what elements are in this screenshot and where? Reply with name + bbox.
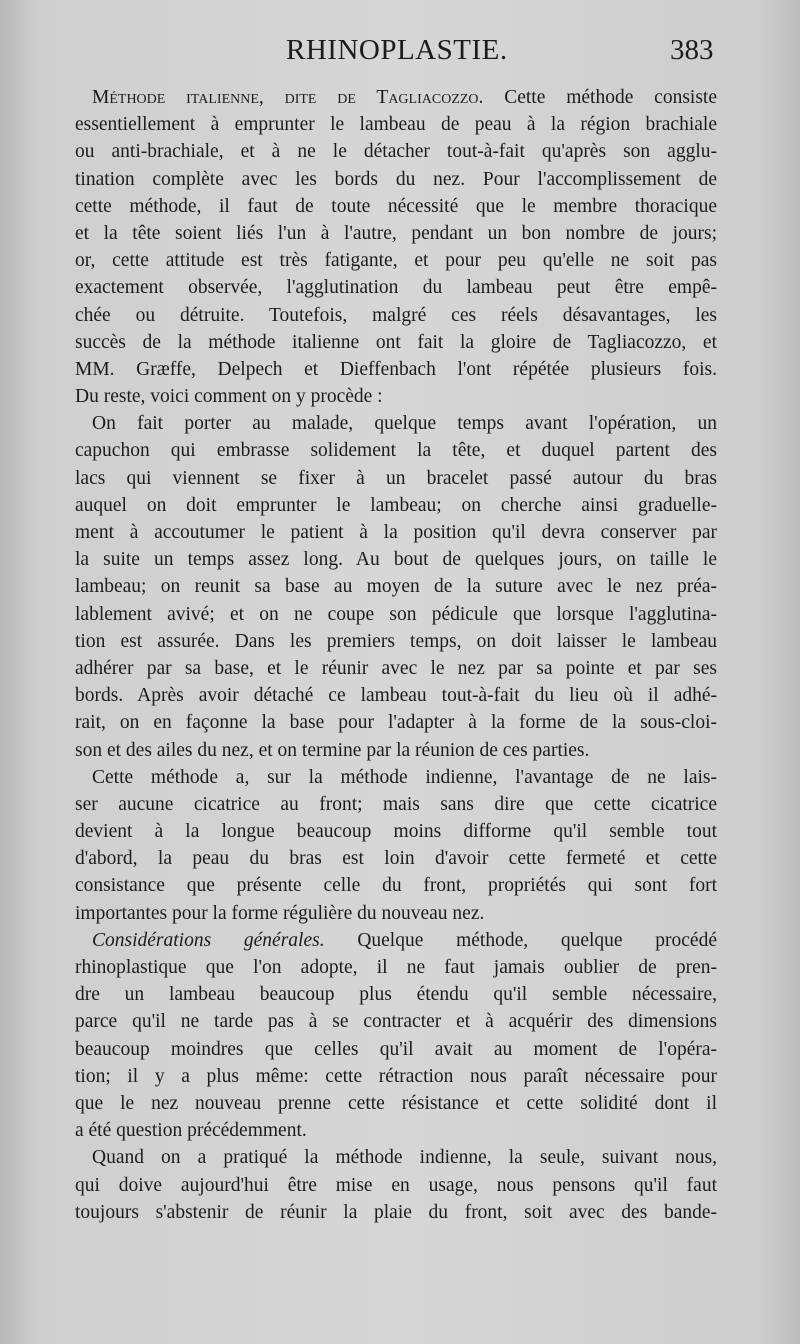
text-line: tion; il y a plus même: cette rétraction nous paraît nécessaire pour: [75, 1065, 717, 1087]
text-line: exactement observée, l'agglutination du lambeau peut être empê-: [75, 277, 717, 299]
paragraph-methode-indienne: [75, 1144, 717, 1226]
text-line: son et des ailes du nez, et on termine par la réunion de ces parties.: [75, 739, 590, 761]
text-line: Quand on a pratiqué la méthode indienne, la seule, suivant nous,: [92, 1147, 717, 1169]
text-line: MM. Græffe, Delpech et Dieffenbach l'ont répétée plusieurs fois.: [75, 358, 717, 380]
text-line: or, cette attitude est très fatigante, et pour peu qu'elle ne soit pas: [75, 250, 717, 272]
page-number: 383: [670, 34, 714, 66]
text-line: cette méthode, il faut de toute nécessité que le membre thoracique: [75, 195, 717, 217]
text-line: bords. Après avoir détaché ce lambeau tout-à-fait du lieu où il adhé-: [75, 685, 717, 707]
text-line: la suite un temps assez long. Au bout de quelques jours, on taille le: [75, 549, 717, 571]
text-line: rhinoplastique que l'on adopte, il ne faut jamais oublier de pren-: [75, 957, 717, 978]
paragraph-procedure: [75, 410, 717, 763]
text-line: capuchon qui embrasse solidement la tête, et duquel partent des: [75, 440, 717, 462]
running-title: RHINOPLASTIE.: [286, 34, 508, 66]
paragraph-considerations: [75, 927, 717, 1145]
text-line: essentiellement à emprunter le lambeau de peau à la région brachiale: [75, 114, 717, 136]
text-line: ou anti-brachiale, et à ne le détacher tout-à-fait qu'après son agglu-: [75, 141, 717, 163]
text-line: a été question précédemment.: [75, 1120, 307, 1142]
text-line: Du reste, voici comment on y procède :: [75, 386, 383, 408]
text-line: que le nez nouveau prenne cette résistance et cette solidité dont il: [75, 1092, 717, 1114]
text-line: auquel on doit emprunter le lambeau; on cherche ainsi graduelle-: [75, 494, 717, 516]
text-line: d'abord, la peau du bras est loin d'avoir cette fermeté et cette: [75, 848, 717, 870]
text-line: toujours s'abstenir de réunir la plaie du front, soit avec des bande-: [75, 1201, 717, 1223]
text-line: ser aucune cicatrice au front; mais sans dire que cette cicatrice: [75, 793, 717, 815]
section-heading: Méthode italienne, dite de Tagliacozzo.: [92, 87, 484, 108]
text-line: ment à accoutumer le patient à la position qu'il devra conserver par: [75, 522, 717, 543]
text-line: succès de la méthode italienne ont fait la gloire de Tagliacozzo, et: [75, 331, 717, 353]
text-line: consistance que présente celle du front, propriétés qui sont fort: [75, 875, 717, 897]
paragraph-methode-italienne: [75, 84, 717, 410]
text-line: rait, on en façonne la base pour l'adapter à la forme de la sous-cloi-: [75, 712, 717, 734]
text-line: beaucoup moindres que celles qu'il avait au moment de l'opéra-: [75, 1038, 717, 1060]
page-header: [0, 34, 800, 74]
text-line: devient à la longue beaucoup moins difforme qu'il semble tout: [75, 821, 717, 843]
text-line: Méthode italienne, dite de Tagliacozzo. Cette méthode consiste: [92, 87, 717, 108]
paragraph-comparison: [75, 764, 717, 927]
text-line: adhérer par sa base, et le réunir avec le nez par sa pointe et par ses: [75, 657, 717, 679]
text-line: lacs qui viennent se fixer à un bracelet passé autour du bras: [75, 467, 717, 489]
text-line: tination complète avec les bords du nez. Pour l'accomplissement de: [75, 168, 717, 190]
text-line: qui doive aujourd'hui être mise en usage, nous pensons qu'il faut: [75, 1174, 717, 1196]
body-text: [75, 84, 717, 1226]
text-line: Considérations générales. Quelque méthode, quelque procédé: [92, 929, 717, 951]
text-line: importantes pour la forme régulière du nouveau nez.: [75, 902, 485, 924]
text-line: chée ou détruite. Toutefois, malgré ces réels désavantages, les: [75, 304, 717, 326]
text-line: parce qu'il ne tarde pas à se contracter et à acquérir des dimensions: [75, 1011, 717, 1033]
text-line: lablement avivé; et on ne coupe son pédicule que lorsque l'agglutina-: [75, 603, 717, 625]
text-line: et la tête soient liés l'un à l'autre, pendant un bon nombre de jours;: [75, 222, 717, 244]
text-line: tion est assurée. Dans les premiers temps, on doit laisser le lambeau: [75, 630, 717, 652]
section-heading-italic: Considérations générales.: [92, 929, 325, 951]
text-line: dre un lambeau beaucoup plus étendu qu'il semble nécessaire,: [75, 984, 717, 1006]
text-line: Cette méthode a, sur la méthode indienne, l'avantage de ne lais-: [92, 766, 717, 788]
text-line: On fait porter au malade, quelque temps avant l'opération, un: [92, 413, 717, 435]
text-line: lambeau; on reunit sa base au moyen de la suture avec le nez préa-: [75, 576, 717, 598]
